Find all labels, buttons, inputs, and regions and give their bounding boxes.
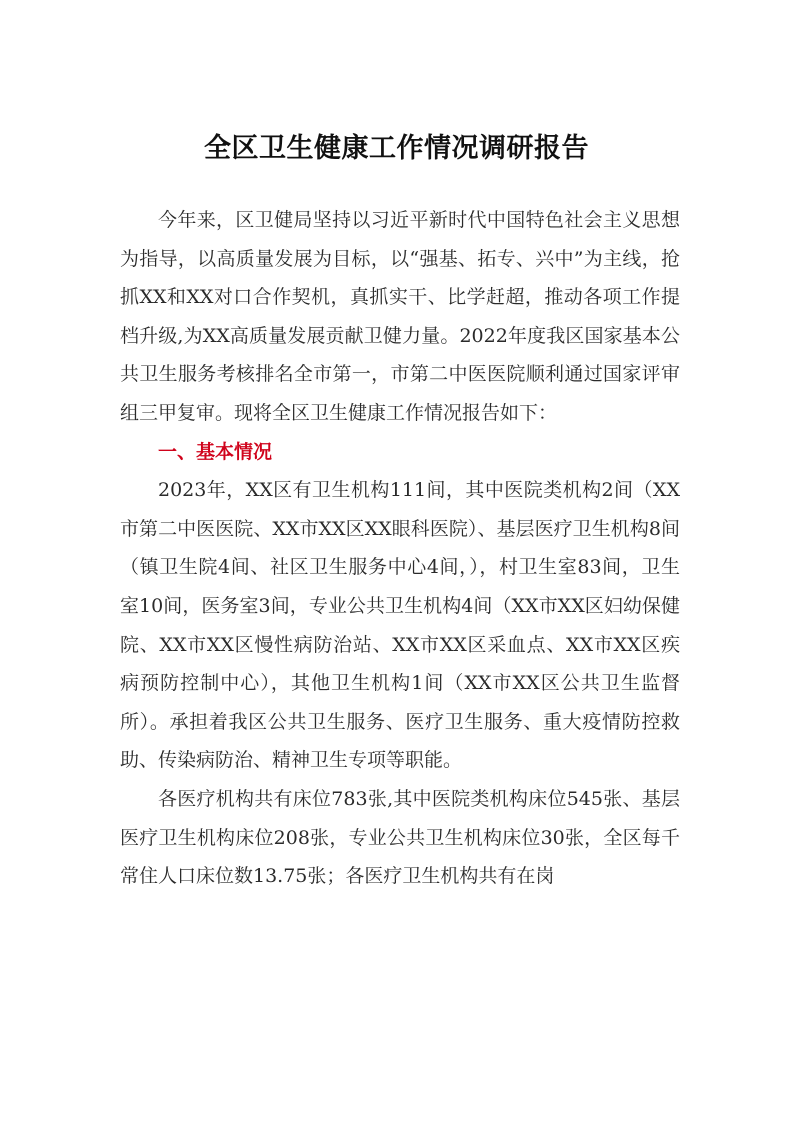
intro-paragraph: 今年来，区卫健局坚持以习近平新时代中国特色社会主义思想为指导，以高质量发展为目标，以“强基、拓专、兴中”为主线，抢抓XX和XX对口合作契机，真抓实干、比学赶超，推动各项工作提档升级,为XX高质量发展贡献卫健力量。2022年度我区国家基本公共卫生服务考核排名全市第一，市第二中医医院顺利通过国家评审组三甲复审。现将全区卫生健康工作情况报告如下： <box>120 209 680 424</box>
document-body <box>120 201 680 896</box>
basic-situation-paragraph-2: 各医疗机构共有床位783张,其中医院类机构床位545张、基层医疗卫生机构床位208张，专业公共卫生机构床位30张，全区每千常住人口床位数13.75张；各医疗卫生机构共有在岗 <box>120 787 680 888</box>
basic-situation-paragraph-1: 2023年，XX区有卫生机构111间，其中医院类机构2间（XX市第二中医医院、XX市XX区XX眼科医院）、基层医疗卫生机构8间（镇卫生院4间、社区卫生服务中心4间，），村卫生室83间，卫生室10间，医务室3间，专业公共卫生机构4间（XX市XX区妇幼保健院、XX市XX区慢性病防治站、XX市XX区采血点、XX市XX区疾病预防控制中心），其他卫生机构1间（XX市XX区公共卫生监督所）。承担着我区公共卫生服务、医疗卫生服务、重大疫情防控救助、传染病防治、精神卫生专项等职能。 <box>120 479 680 772</box>
document-title: 全区卫生健康工作情况调研报告 <box>204 133 589 164</box>
section-heading-basic-situation: 一、基本情况 <box>158 440 273 463</box>
